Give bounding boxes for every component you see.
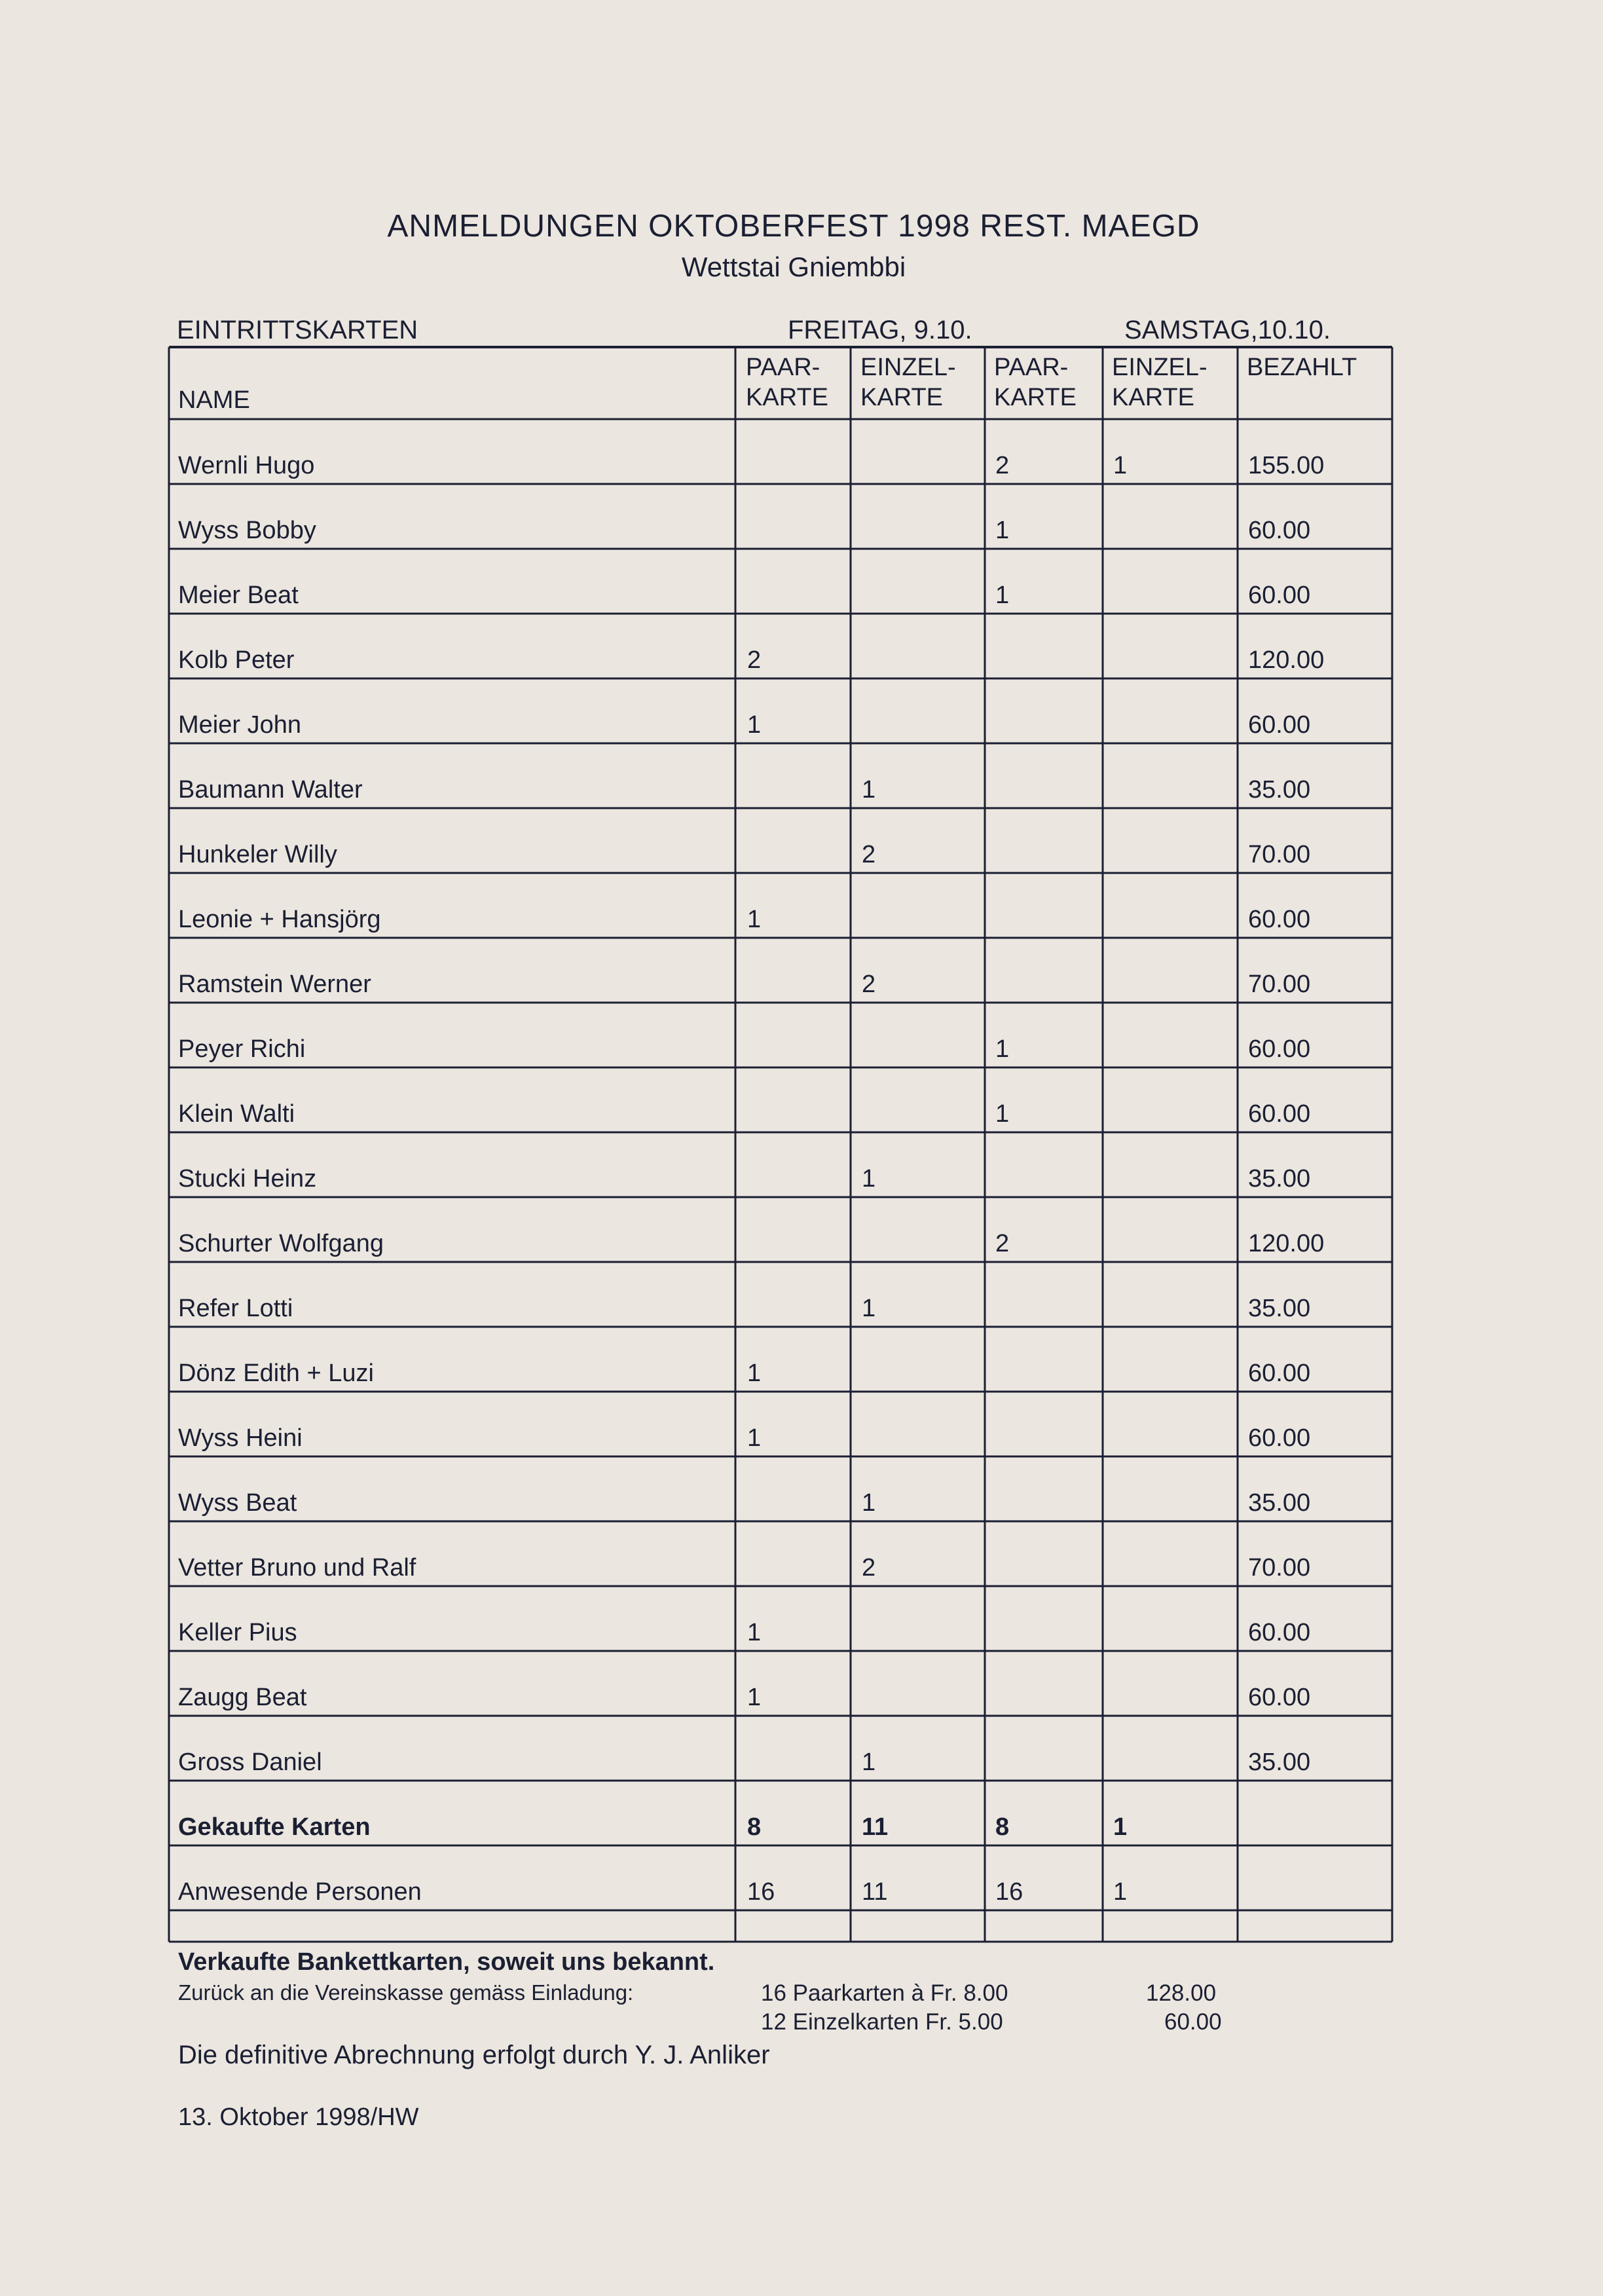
- col-header-sa-paar: [994, 352, 1077, 413]
- col-header-sa-einzel: [1112, 352, 1207, 413]
- table-cell-sa-paar: 1: [995, 1100, 1010, 1128]
- table-cell-bezahlt: 60.00: [1248, 517, 1311, 544]
- table-row-name: Zaugg Beat: [178, 1684, 307, 1711]
- col-header-fr-einzel-line1: EINZEL-: [860, 354, 956, 381]
- table-cell-sa-paar: 1: [995, 582, 1010, 609]
- section-label: EINTRITTSKARTEN: [177, 316, 418, 344]
- table-cell-bezahlt: 70.00: [1248, 841, 1311, 868]
- table-cell-fr-einzel: 1: [862, 1489, 876, 1517]
- table-cell-fr-paar: 1: [747, 711, 762, 739]
- footer-einzel-amount: 60.00: [1164, 2009, 1222, 2035]
- table-cell-sa-paar: 8: [995, 1813, 1010, 1841]
- footer-einzel-label: 12 Einzelkarten Fr. 5.00: [761, 2009, 1003, 2035]
- table-cell-sa-paar: 2: [995, 1230, 1010, 1257]
- col-header-fr-paar: [746, 352, 828, 413]
- table-cell-fr-paar: 1: [747, 1619, 762, 1646]
- table-cell-sa-einzel: 1: [1113, 452, 1128, 479]
- col-header-fr-paar-line2: KARTE: [746, 384, 829, 411]
- table-cell-bezahlt: 35.00: [1248, 1165, 1311, 1193]
- table-row-name: Vetter Bruno und Ralf: [178, 1554, 416, 1582]
- col-header-sa-einzel-line1: EINZEL-: [1112, 354, 1207, 381]
- col-header-name: NAME: [178, 386, 250, 414]
- table-row-name: Klein Walti: [178, 1100, 295, 1128]
- table-cell-fr-paar: 8: [747, 1813, 762, 1841]
- day2-label: SAMSTAG,10.10.: [1124, 316, 1331, 344]
- footer-paar-label: 16 Paarkarten à Fr. 8.00: [761, 1980, 1008, 2006]
- day1-label: FREITAG, 9.10.: [788, 316, 972, 344]
- col-header-sa-paar-line2: KARTE: [994, 384, 1077, 411]
- table-row-name: Schurter Wolfgang: [178, 1230, 384, 1257]
- table-row-name: Refer Lotti: [178, 1295, 293, 1322]
- table-row-name: Hunkeler Willy: [178, 841, 337, 868]
- table-cell-bezahlt: 120.00: [1248, 1230, 1325, 1257]
- footer-paar-amount: 128.00: [1146, 1980, 1217, 2006]
- table-cell-bezahlt: 60.00: [1248, 1684, 1311, 1711]
- table-cell-fr-paar: 1: [747, 1684, 762, 1711]
- table-cell-bezahlt: 35.00: [1248, 1489, 1311, 1517]
- table-cell-bezahlt: 70.00: [1248, 1554, 1311, 1582]
- table-cell-fr-paar: 1: [747, 906, 762, 933]
- table-row-name: Wyss Bobby: [178, 517, 316, 544]
- table-row-name: Dönz Edith + Luzi: [178, 1360, 374, 1387]
- document-subtitle: Wettstai Gniembbi: [681, 251, 906, 282]
- table-cell-bezahlt: 60.00: [1248, 1360, 1311, 1387]
- table-row-name: Kolb Peter: [178, 646, 295, 674]
- table-cell-bezahlt: 60.00: [1248, 582, 1311, 609]
- table-cell-fr-paar: 16: [747, 1878, 775, 1906]
- table-row-name: Wyss Heini: [178, 1424, 303, 1452]
- table-row-name: Keller Pius: [178, 1619, 297, 1646]
- table-cell-fr-einzel: 1: [862, 1749, 876, 1776]
- table-cell-bezahlt: 35.00: [1248, 776, 1311, 804]
- col-header-fr-einzel: [860, 352, 956, 413]
- table-cell-bezahlt: 60.00: [1248, 1035, 1311, 1063]
- table-cell-bezahlt: 35.00: [1248, 1749, 1311, 1776]
- table-row-name: Gross Daniel: [178, 1749, 322, 1776]
- table-row-name: Peyer Richi: [178, 1035, 306, 1063]
- table-cell-sa-einzel: 1: [1113, 1813, 1128, 1841]
- table-cell-fr-paar: 1: [747, 1360, 762, 1387]
- table-cell-sa-paar: 1: [995, 1035, 1010, 1063]
- table-row-name: Gekaufte Karten: [178, 1813, 371, 1841]
- table-row-name: Meier Beat: [178, 582, 299, 609]
- col-header-bezahlt: BEZAHLT: [1247, 354, 1357, 381]
- table-cell-bezahlt: 60.00: [1248, 1424, 1311, 1452]
- table-cell-fr-einzel: 1: [862, 776, 876, 804]
- table-row-name: Wyss Beat: [178, 1489, 297, 1517]
- table-cell-bezahlt: 35.00: [1248, 1295, 1311, 1322]
- document-title: ANMELDUNGEN OKTOBERFEST 1998 REST. MAEGD: [387, 209, 1200, 244]
- table-row-name: Anwesende Personen: [178, 1878, 422, 1906]
- table-cell-bezahlt: 70.00: [1248, 971, 1311, 998]
- table-cell-sa-paar: 2: [995, 452, 1010, 479]
- table-cell-fr-einzel: 11: [862, 1813, 889, 1841]
- table-cell-sa-paar: 1: [995, 517, 1010, 544]
- table-cell-fr-einzel: 2: [862, 1554, 876, 1582]
- table-cell-sa-einzel: 1: [1113, 1878, 1128, 1906]
- table-row-name: Baumann Walter: [178, 776, 363, 804]
- table-cell-fr-einzel: 11: [862, 1878, 888, 1906]
- footer-date: 13. Oktober 1998/HW: [178, 2103, 419, 2131]
- footer-line3: Die definitive Abrechnung erfolgt durch Y. J. Anliker: [178, 2041, 770, 2069]
- table-cell-fr-paar: 1: [747, 1424, 762, 1452]
- footer-line1: Verkaufte Bankettkarten, soweit uns bekannt.: [178, 1948, 715, 1976]
- col-header-fr-paar-line1: PAAR-: [746, 354, 820, 381]
- table-cell-bezahlt: 60.00: [1248, 1100, 1311, 1128]
- footer-line2: Zurück an die Vereinskasse gemäss Einladung:: [178, 1980, 634, 2005]
- col-header-sa-einzel-line2: KARTE: [1112, 384, 1195, 411]
- table-row-name: Meier John: [178, 711, 301, 739]
- table-cell-bezahlt: 60.00: [1248, 906, 1311, 933]
- table-cell-fr-einzel: 2: [862, 841, 876, 868]
- table-row-name: Stucki Heinz: [178, 1165, 317, 1193]
- table-cell-fr-einzel: 1: [862, 1165, 876, 1193]
- table-cell-fr-einzel: 2: [862, 971, 876, 998]
- table-cell-sa-paar: 16: [995, 1878, 1023, 1906]
- col-header-fr-einzel-line2: KARTE: [860, 384, 944, 411]
- table-cell-fr-paar: 2: [747, 646, 762, 674]
- table-row-name: Ramstein Werner: [178, 971, 371, 998]
- table-row-name: Leonie + Hansjörg: [178, 906, 381, 933]
- col-header-sa-paar-line1: PAAR-: [994, 354, 1069, 381]
- table-row-name: Wernli Hugo: [178, 452, 315, 479]
- table-cell-bezahlt: 60.00: [1248, 1619, 1311, 1646]
- table-cell-fr-einzel: 1: [862, 1295, 876, 1322]
- table-cell-bezahlt: 120.00: [1248, 646, 1325, 674]
- table-cell-bezahlt: 60.00: [1248, 711, 1311, 739]
- table-cell-bezahlt: 155.00: [1248, 452, 1325, 479]
